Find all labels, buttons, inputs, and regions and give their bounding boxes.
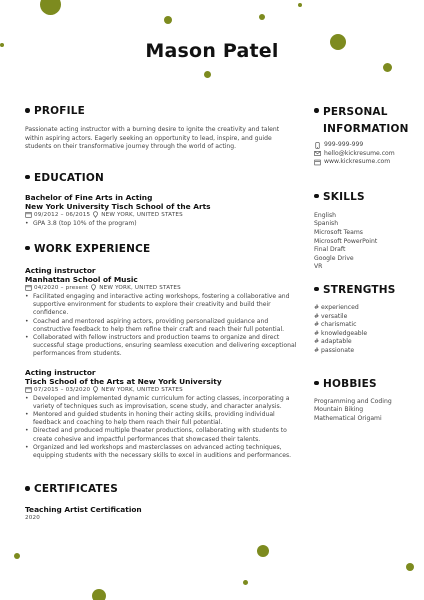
list-item: • Facilitated engaging and interactive acting workshops, fostering a collaborative and supportive environment for students to explore their creativity and build their confidence. bbox=[25, 293, 299, 318]
contact-list bbox=[314, 141, 418, 167]
education-location: NEW YORK, UNITED STATES bbox=[101, 211, 183, 218]
hobbies-heading: HOBBIES bbox=[314, 377, 418, 391]
list-item: Mountain Biking bbox=[314, 406, 364, 414]
decorative-dot bbox=[406, 563, 414, 571]
decorative-dot bbox=[257, 545, 269, 557]
job-role: Acting instructor bbox=[25, 367, 96, 377]
decorative-dot bbox=[383, 63, 392, 72]
list-item: Microsoft Teams bbox=[314, 228, 363, 236]
personal-info-heading bbox=[314, 104, 418, 138]
profile-text: Passionate acting instructor with a burning desire to ignite the creativity and talent within aspiring actors. Eagerly seeking an opportunity to lead, inspire, and guide students on their transformative journey through the world of acting. bbox=[25, 126, 280, 151]
decorative-dot bbox=[243, 580, 248, 585]
list-item: Microsoft PowerPoint bbox=[314, 237, 378, 245]
experience-heading: WORK EXPERIENCE bbox=[25, 242, 299, 256]
phone-row bbox=[314, 141, 418, 150]
list-item: • Mentored and guided students in honing their acting skills, providing individual feedback and coaching to help them reach their full potential. bbox=[25, 411, 299, 427]
school-name: New York University Tisch School of the Arts bbox=[25, 201, 211, 211]
list-item: Final Draft bbox=[314, 246, 346, 254]
candidate-name: Mason Patel bbox=[145, 40, 279, 62]
job-dates: 07/2015 – 03/2020 bbox=[34, 386, 91, 393]
certificates-heading: CERTIFICATES bbox=[25, 482, 299, 496]
certificate-entry bbox=[25, 505, 299, 522]
job-meta bbox=[25, 386, 299, 394]
location-pin-icon bbox=[90, 284, 97, 291]
phone-number: 999-999-999 bbox=[324, 141, 364, 148]
list-item: Mathematical Origami bbox=[314, 414, 382, 422]
job-dates: 04/2020 – present bbox=[34, 284, 89, 291]
job-entry-2 bbox=[25, 368, 299, 461]
list-item: • Developed and implemented dynamic curriculum for acting classes, incorporating a variety of techniques such as improvisation, scene study, and character analysis. bbox=[25, 395, 299, 411]
list-item: # charismatic bbox=[314, 321, 357, 329]
list-item: • Organized and led workshops and masterclasses on advanced acting techniques, equipping students with the necessary skills to excel in auditions and performances. bbox=[25, 444, 299, 460]
list-item: Programming and Coding bbox=[314, 397, 392, 405]
strengths-heading: STRENGTHS bbox=[314, 283, 418, 297]
list-item: # passionate bbox=[314, 346, 355, 354]
list-item: # versatile bbox=[314, 312, 348, 320]
decorative-dot bbox=[164, 16, 172, 24]
decorative-dot bbox=[40, 0, 61, 15]
certificate-year: 2020 bbox=[25, 515, 41, 522]
education-dates: 09/2012 – 06/2015 bbox=[34, 211, 91, 218]
location-pin-icon bbox=[92, 386, 99, 393]
strengths-list bbox=[314, 304, 418, 356]
decorative-dot bbox=[298, 3, 302, 7]
list-item: • Directed and produced multiple theater productions, collaborating with students to create cohesive and impactful performances that showcased their talents. bbox=[25, 427, 299, 443]
left-column bbox=[25, 104, 299, 522]
job-company: Tisch School of the Arts at New York University bbox=[25, 376, 222, 386]
list-item: Google Drive bbox=[314, 254, 354, 262]
mail-icon bbox=[314, 150, 321, 157]
decorative-dot bbox=[259, 14, 265, 20]
decorative-dot bbox=[204, 71, 211, 78]
list-item: • GPA 3.8 (top 10% of the program) bbox=[25, 220, 299, 228]
link-icon bbox=[314, 159, 321, 166]
job-meta bbox=[25, 284, 299, 292]
calendar-icon bbox=[25, 211, 32, 218]
degree-title: Bachelor of Fine Arts in Acting bbox=[25, 192, 153, 202]
list-item: Spanish bbox=[314, 220, 339, 228]
calendar-icon bbox=[25, 386, 32, 393]
website-row[interactable] bbox=[314, 158, 418, 167]
job-bullets bbox=[25, 293, 299, 359]
decorative-dot bbox=[92, 589, 106, 600]
education-meta bbox=[25, 211, 299, 219]
right-column bbox=[314, 104, 418, 423]
education-entry bbox=[25, 193, 299, 228]
job-company: Manhattan School of Music bbox=[25, 274, 138, 284]
education-bullets bbox=[25, 220, 299, 228]
job-bullets bbox=[25, 395, 299, 461]
decorative-dot bbox=[14, 553, 20, 559]
profile-heading: PROFILE bbox=[25, 104, 299, 118]
calendar-icon bbox=[25, 284, 32, 291]
list-item: # adaptable bbox=[314, 338, 352, 346]
website-link[interactable]: www.kickresume.com bbox=[324, 158, 391, 166]
list-item: English bbox=[314, 211, 337, 219]
email-link[interactable]: hello@kickresume.com bbox=[324, 149, 395, 157]
location-pin-icon bbox=[92, 211, 99, 218]
job-location: NEW YORK, UNITED STATES bbox=[99, 284, 181, 291]
list-item: • Coached and mentored aspiring actors, providing personalized guidance and constructive feedback to help them refine their craft and reach their full potential. bbox=[25, 318, 299, 334]
job-location: NEW YORK, UNITED STATES bbox=[101, 386, 183, 393]
email-row[interactable] bbox=[314, 150, 418, 159]
list-item: VR bbox=[314, 263, 323, 271]
certificate-name: Teaching Artist Certification bbox=[25, 505, 142, 515]
list-item: # experienced bbox=[314, 303, 359, 311]
phone-icon bbox=[314, 142, 321, 149]
hobbies-list bbox=[314, 398, 418, 424]
skills-heading: SKILLS bbox=[314, 190, 418, 204]
list-item: # knowledgeable bbox=[314, 329, 368, 337]
personal-info-heading-line2: INFORMATION bbox=[323, 123, 409, 135]
job-role: Acting instructor bbox=[25, 265, 96, 275]
skills-list bbox=[314, 212, 418, 272]
list-item: • Collaborated with fellow instructors and production teams to organize and direct successful stage productions, ensuring seamless execution and delivering exceptional performances from students. bbox=[25, 334, 299, 359]
education-heading: EDUCATION bbox=[25, 171, 299, 185]
job-entry-1 bbox=[25, 266, 299, 359]
personal-info-heading-line1: PERSONAL bbox=[323, 106, 388, 118]
